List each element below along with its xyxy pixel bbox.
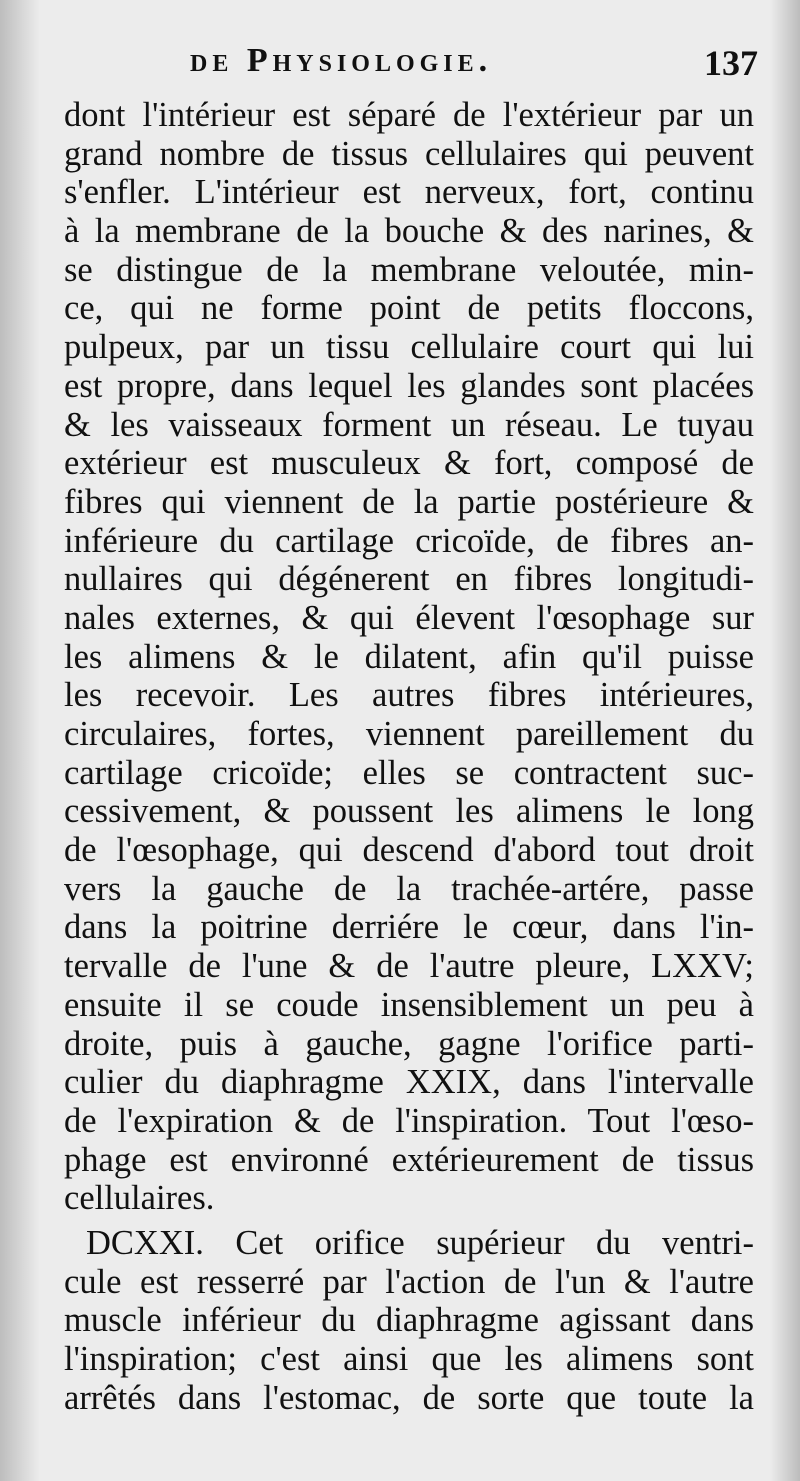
running-head [0, 42, 800, 98]
text-line: à la membrane de la bouche & des narines, & [64, 212, 754, 251]
text-line: vers la gauche de la trachée-artére, passe [64, 869, 754, 908]
text-line: tervalle de l'une & de l'autre pleure, LXXV; [64, 947, 754, 986]
text-line: cessivement, & poussent les alimens le long [64, 792, 754, 831]
text-line: de l'œsophage, qui descend d'abord tout droit [64, 831, 754, 870]
text-line: arrêtés dans l'estomac, de sorte que toute la [64, 1378, 754, 1417]
text-line: phage est environné extérieurement de tissus [64, 1140, 754, 1179]
text-line: ensuite il se coude insensiblement un peu à [64, 985, 754, 1024]
text-line: muscle inférieur du diaphragme agissant dans [64, 1301, 754, 1340]
text-line: dans la poitrine derriére le cœur, dans l'in- [64, 908, 754, 947]
page-number: 137 [704, 43, 758, 83]
text-line: les alimens & le dilatent, afin qu'il puisse [64, 637, 754, 676]
text-line: se distingue de la membrane veloutée, min- [64, 250, 754, 289]
text-line: inférieure du cartilage cricoïde, de fibres an- [64, 521, 754, 560]
text-line: de l'expiration & de l'inspiration. Tout l'œso- [64, 1101, 754, 1140]
text-line: culier du diaphragme XXIX, dans l'intervalle [64, 1063, 754, 1102]
text-line: cellulaires. [64, 1179, 215, 1218]
paragraph-1 [64, 96, 754, 1218]
text-line: nales externes, & qui élevent l'œsophage sur [64, 598, 754, 637]
body-text [64, 96, 754, 1417]
text-line: extérieur est musculeux & fort, composé de [64, 444, 754, 483]
text-line: grand nombre de tissus cellulaires qui peuvent [64, 134, 754, 173]
text-line: pulpeux, par un tissu cellulaire court qui lui [64, 328, 754, 367]
text-line: dont l'intérieur est séparé de l'extérieur par un [64, 96, 754, 134]
text-line: circulaires, fortes, viennent pareillement du [64, 715, 754, 753]
text-line: l'inspiration; c'est ainsi que les alimens sont [64, 1340, 754, 1378]
text-line: cartilage cricoïde; elles se contractent suc- [64, 753, 754, 792]
text-line: est propre, dans lequel les glandes sont placées [64, 366, 754, 405]
paragraph-2 [64, 1224, 754, 1417]
text-line: cule est resserré par l'action de l'un & l'autre [64, 1262, 754, 1301]
text-line: droite, puis à gauche, gagne l'orifice parti- [64, 1024, 754, 1063]
text-line: & les vaisseaux forment un réseau. Le tuyau [64, 405, 754, 444]
text-line: nullaires qui dégénerent en fibres longitudi- [64, 560, 754, 599]
running-title: de Physiologie. [190, 42, 493, 79]
text-line: les recevoir. Les autres fibres intérieures, [64, 676, 754, 715]
text-line: DCXXI. Cet orifice supérieur du ventri- [86, 1223, 754, 1262]
text-line: fibres qui viennent de la partie postérieure & [64, 482, 754, 521]
text-line: s'enfler. L'intérieur est nerveux, fort, continu [64, 173, 754, 212]
text-line: ce, qui ne forme point de petits floccons, [64, 289, 754, 328]
